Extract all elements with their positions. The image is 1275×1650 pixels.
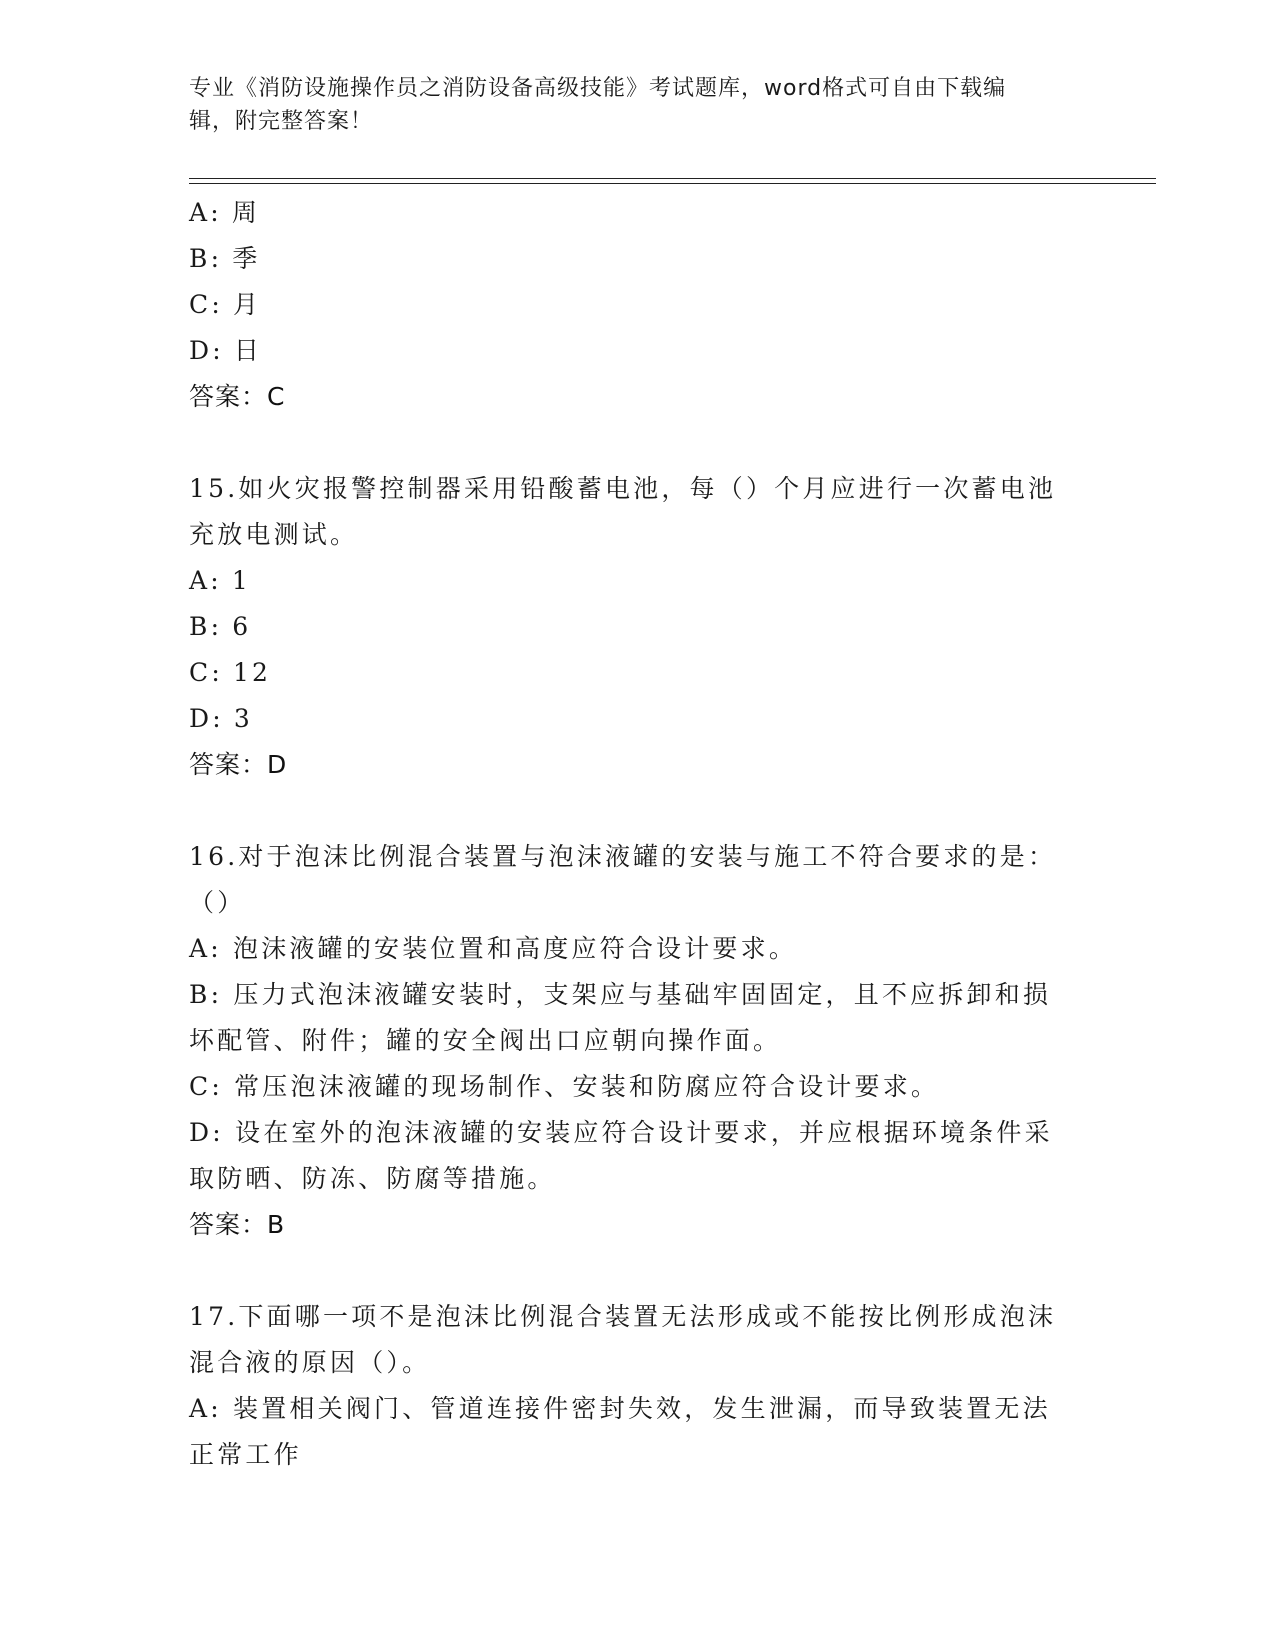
option-a: A: 1 [189,566,251,595]
question-14-continued [189,190,1089,420]
question-content [189,190,1089,1478]
option-c: C: 月 [189,290,262,319]
question-stem: 17.下面哪一项不是泡沫比例混合装置无法形成或不能按比例形成泡沫 [189,1302,1057,1331]
question-stem: 15.如火灾报警控制器采用铅酸蓄电池，每（）个月应进行一次蓄电池 [189,474,1057,503]
question-17 [189,1294,1089,1478]
option-d: D: 设在室外的泡沫液罐的安装应符合设计要求，并应根据环境条件采 [189,1118,1053,1147]
header-divider-bottom [189,183,1156,184]
header-line-1: 专业《消防设施操作员之消防设备高级技能》考试题库，word格式可自由下载编 [189,76,1007,101]
question-stem-cont: （） [189,888,246,917]
question-stem: 16.对于泡沫比例混合装置与泡沫液罐的安装与施工不符合要求的是： [189,842,1057,871]
header-line-2: 辑，附完整答案！ [189,109,374,134]
document-header [189,72,1069,138]
header-divider-top [189,178,1156,179]
answer-line: 答案：C [189,382,286,411]
question-stem-cont: 充放电测试。 [189,520,359,549]
option-c: C: 12 [189,658,272,687]
option-d: D: 3 [189,704,253,733]
option-b: B: 季 [189,244,261,273]
answer-line: 答案：D [189,750,288,779]
option-b: B: 6 [189,612,252,641]
spacer [189,420,1089,466]
option-d: D: 日 [189,336,263,365]
option-b: B: 压力式泡沫液罐安装时，支架应与基础牢固固定，且不应拆卸和损 [189,980,1052,1009]
option-c: C: 常压泡沫液罐的现场制作、安装和防腐应符合设计要求。 [189,1072,940,1101]
spacer [189,1248,1089,1294]
spacer [189,788,1089,834]
option-d-cont: 取防晒、防冻、防腐等措施。 [189,1164,556,1193]
option-b-cont: 坏配管、附件；罐的安全阀出口应朝向操作面。 [189,1026,782,1055]
option-a: A: 周 [189,198,261,227]
option-a-cont: 正常工作 [189,1440,302,1469]
option-a: A: 泡沫液罐的安装位置和高度应符合设计要求。 [189,934,798,963]
question-stem-cont: 混合液的原因（）。 [189,1348,431,1377]
question-15 [189,466,1089,788]
question-16 [189,834,1089,1248]
answer-line: 答案：B [189,1210,286,1239]
option-a: A: 装置相关阀门、管道连接件密封失效，发生泄漏，而导致装置无法 [189,1394,1051,1423]
